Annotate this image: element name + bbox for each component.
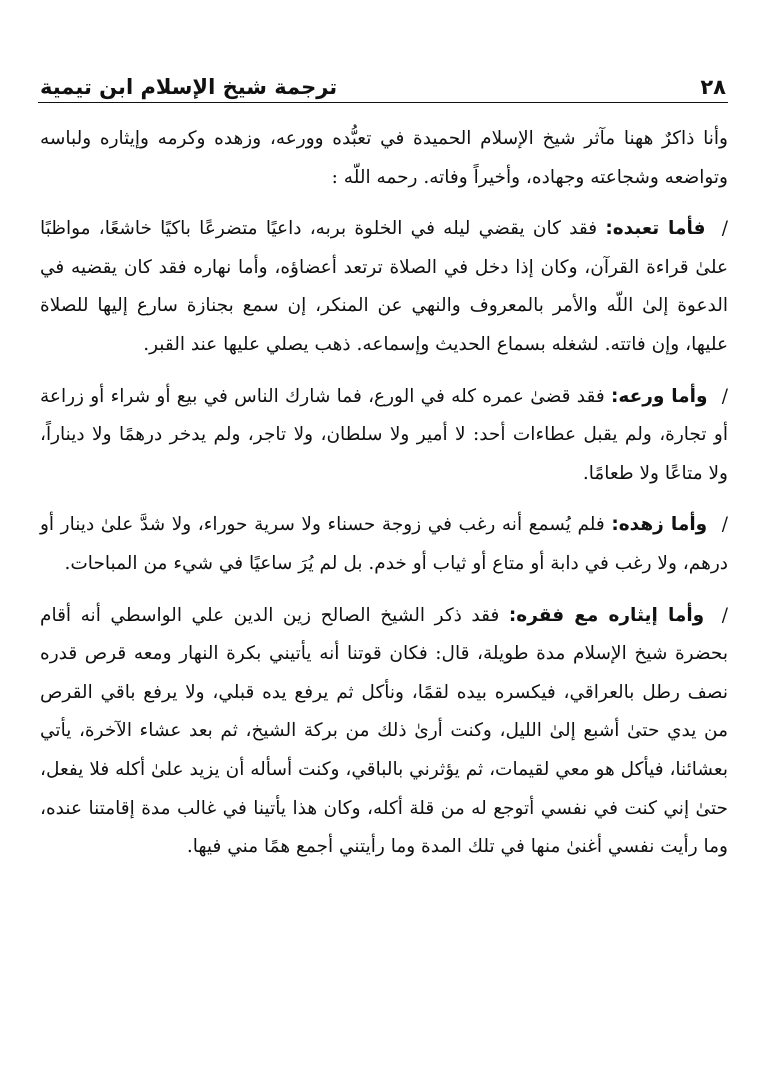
section-worship	[40, 210, 728, 364]
intro-paragraph	[40, 120, 728, 197]
paragraph-text: فلم يُسمع أنه رغب في زوجة حسناء ولا سرية حوراء، ولا شدَّ علىٰ دينار أو درهم، ولا رغب في دابة أو متاع أو ثياب أو خدم. بل لم يُرَ ساعيًا في شيء من المباحات.	[40, 514, 728, 574]
section-heading: وأما زهده:	[611, 514, 708, 536]
section-marker: /	[721, 385, 728, 407]
section-heading: وأما إيثاره مع فقره:	[508, 604, 705, 626]
section-marker: /	[721, 604, 728, 626]
paragraph-text: فقد قضىٰ عمره كله في الورع، فما شارك الناس في بيع أو شراء أو زراعة أو تجارة، ولم يقبل عطاءات أحد: لا أمير ولا سلطان، ولا تاجر، ولم يدخر درهمًا ولا ديناراً، ولا متاعًا ولا طعامًا.	[40, 385, 728, 484]
paragraph-text: فقد ذكر الشيخ الصالح زين الدين علي الواسطي أنه أقام بحضرة شيخ الإسلام مدة طويلة، قال: فكان قوتنا أنه يأتيني بكرة النهار ومعه قرص قدره نصف رطل بالعراقي، فيكسره بيده لقمًا، ونأكل ثم يرفع يده قبلي، ولا يرفع باقي القرص من يدي حتىٰ أشبع إلىٰ الليل، وكنت أرىٰ ذلك من بركة الشيخ، ثم بعد عشاء الآخرة، يأتي بعشائنا، فيأكل هو معي لقيمات، ثم يؤثرني بالباقي، وكنت أسأله أن يزيد علىٰ أكله فلا يفعل، حتىٰ إني كنت في نفسي أتوجع له من قلة أكله، وكان هذا يأتينا في غالب مدة إقامتنا عنده، وما رأيت نفسي أغنىٰ منها في تلك المدة وما رأيتني أجمع همًا مني فيها.	[40, 604, 728, 858]
paragraph-text: وأنا ذاكرٌ ههنا مآثر شيخ الإسلام الحميدة في تعبُّده وورعه، وزهده وكرمه وإيثاره ولباسه وتواضعه وشجاعته وجهاده، وأخيراً وفاته. رحمه اللّه :	[40, 128, 728, 188]
section-marker: /	[721, 514, 728, 536]
section-piety	[40, 378, 728, 494]
header-divider	[38, 102, 728, 103]
section-asceticism	[40, 506, 728, 583]
section-heading: فأما تعبده:	[605, 218, 706, 240]
section-heading: وأما ورعه:	[610, 385, 708, 407]
page-number: ٢٨	[700, 75, 726, 99]
running-title: ترجمة شيخ الإسلام ابن تيمية	[40, 75, 338, 99]
page-header	[40, 72, 726, 100]
section-altruism	[40, 597, 728, 867]
section-marker: /	[721, 218, 729, 240]
body-text	[40, 120, 728, 867]
paragraph-text: فقد كان يقضي ليله في الخلوة بربه، داعيًا متضرعًا باكيًا خاشعًا، مواظبًا علىٰ قراءة القرآن، وكان إذا دخل في الصلاة ترتعد أعضاؤه، وأما نهاره فقد كان يقضيه في الدعوة إلىٰ اللّه والأمر بالمعروف والنهي عن المنكر، إن سمع بجنازة سارع إليها للصلاة عليها، وإن فاتته. لشغله بسماع الحديث وإسماعه. ذهب يصلي عليها عند القبر.	[40, 218, 728, 355]
